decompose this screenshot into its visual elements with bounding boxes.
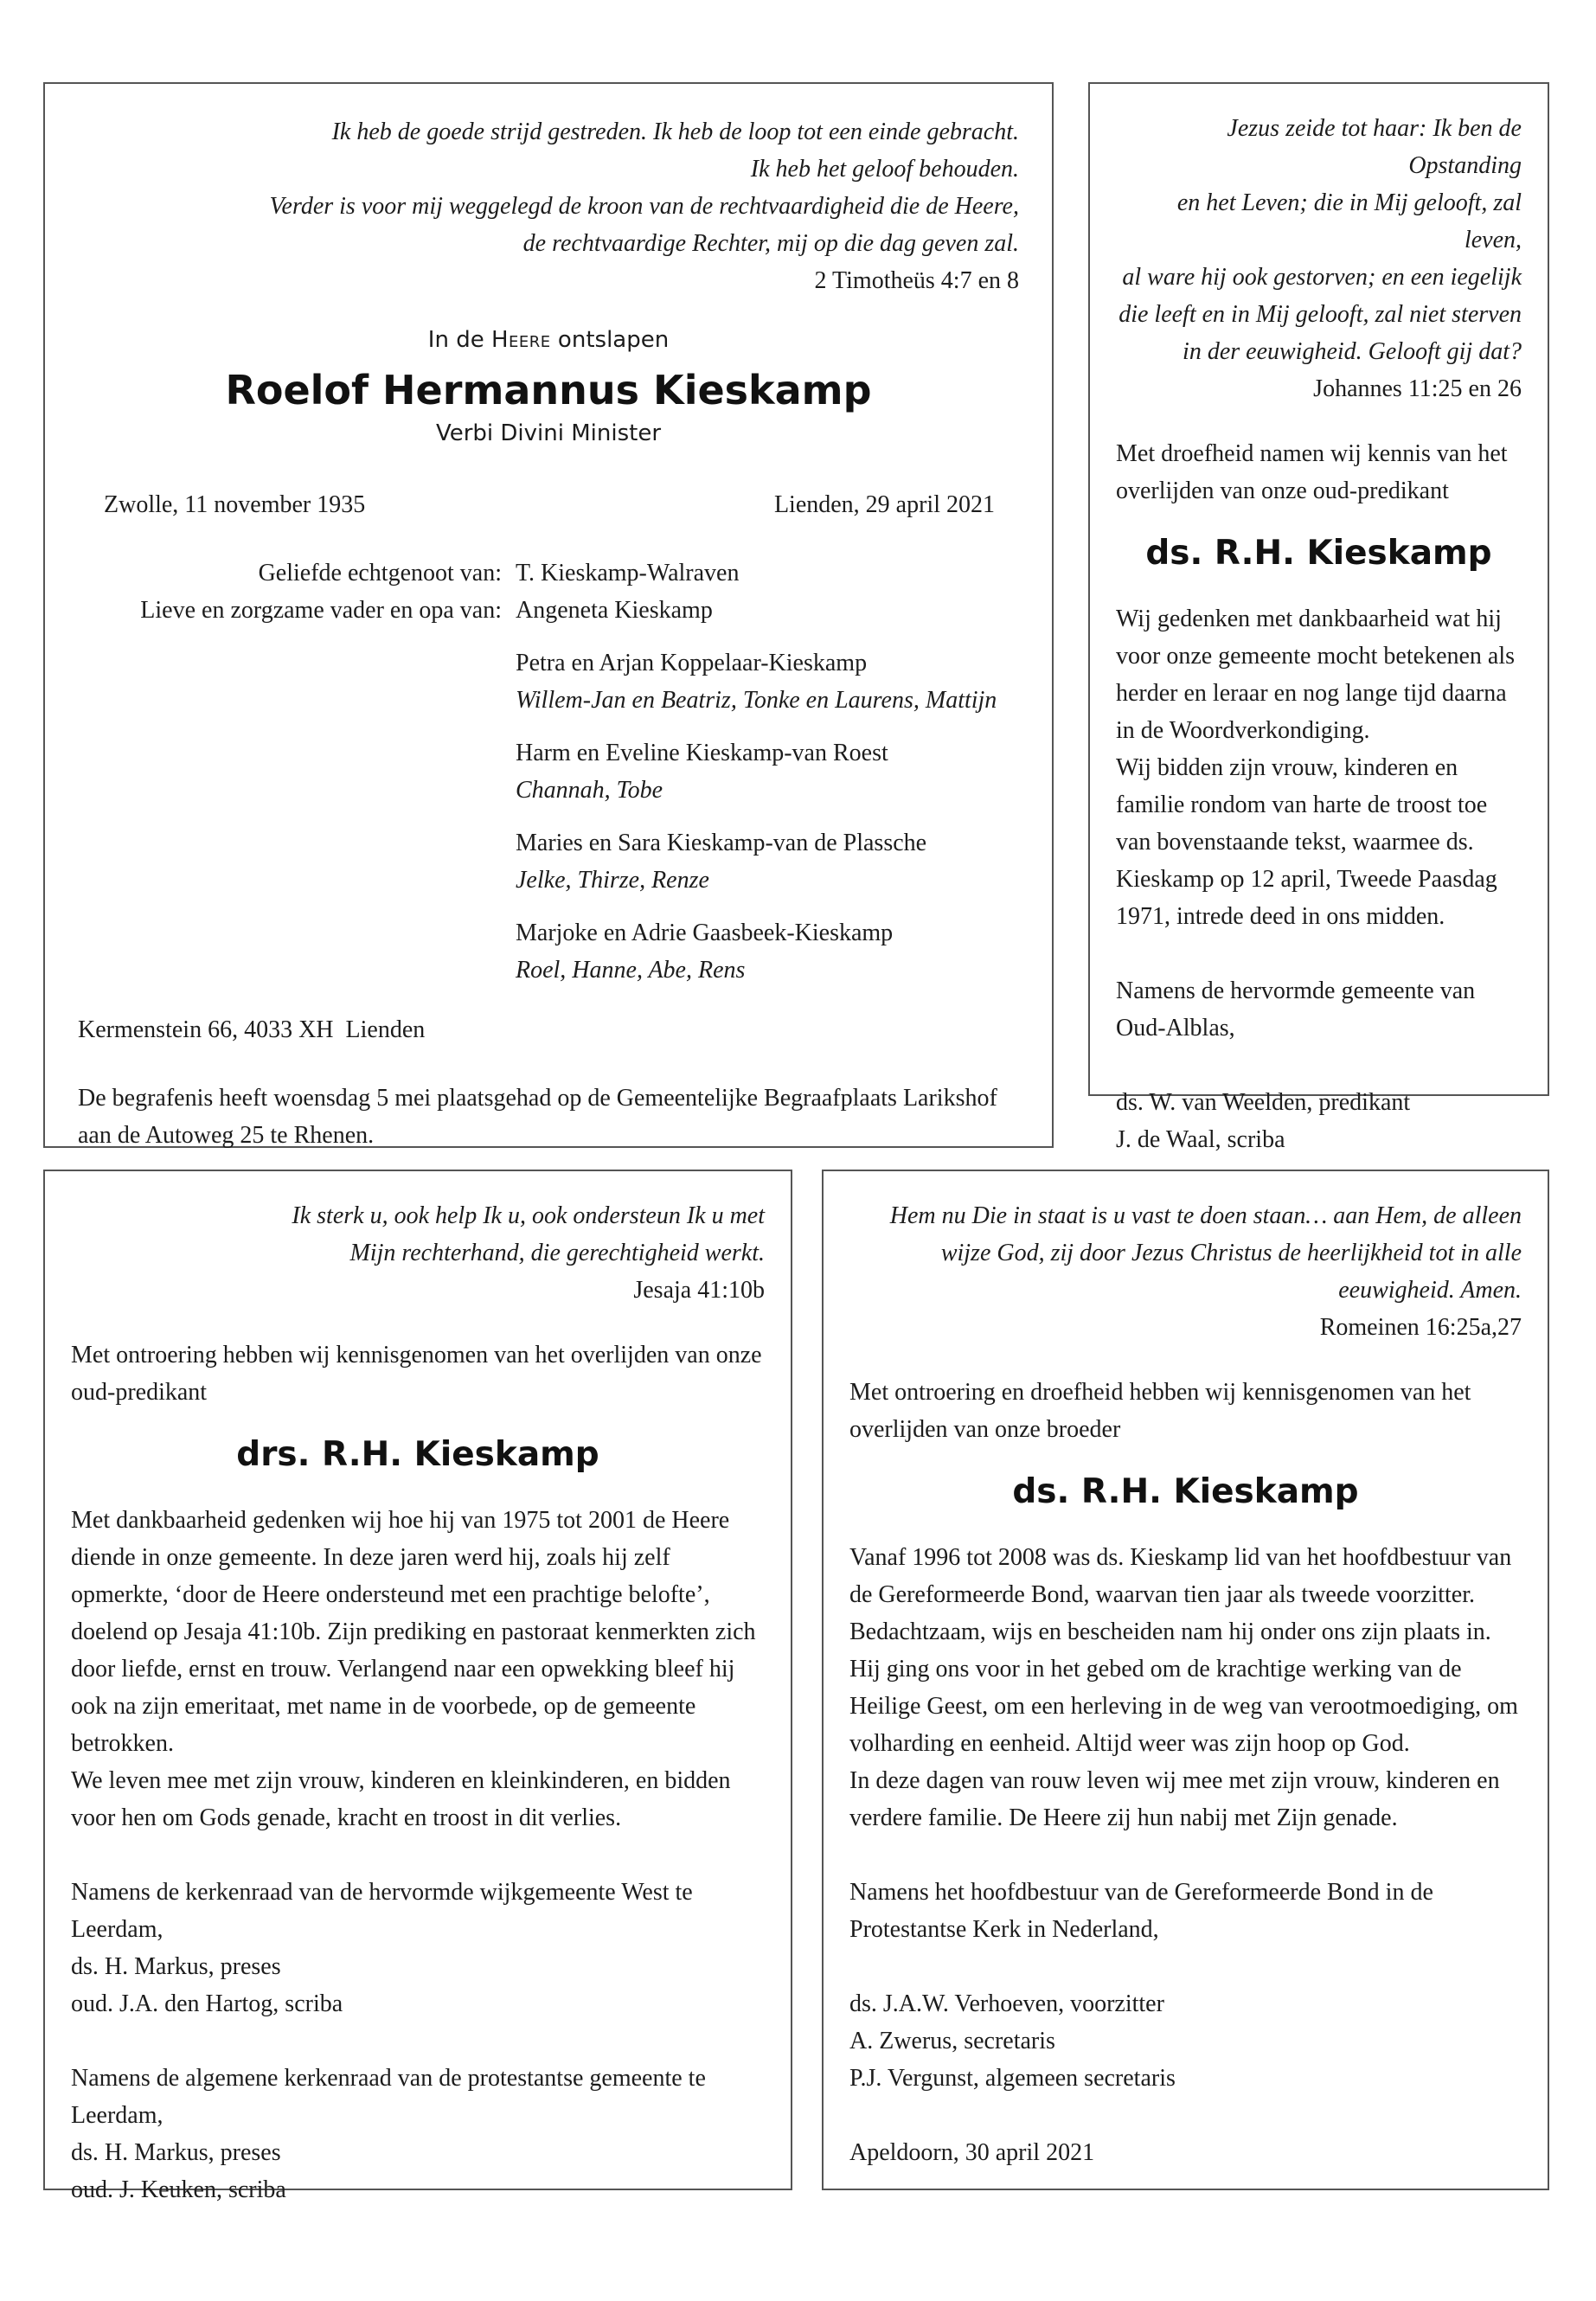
family-name: T. Kieskamp-Walraven (516, 560, 740, 586)
death-notice-oud-alblas (1088, 82, 1549, 1153)
quote-line: die leeft en in Mij gelooft, zal niet sterven (1118, 301, 1522, 328)
family-groups (516, 644, 1019, 989)
deceased-name: Roelof Hermannus Kieskamp (225, 367, 872, 413)
death-notice-leerdam (43, 1170, 792, 2203)
death-notice-gereformeerde-bond (822, 1170, 1549, 2190)
notice-paragraph: In deze dagen van rouw leven wij mee met zijn vrouw, kinderen en verdere familie. De Heere zij hun nabij met Zijn genade. (849, 1767, 1500, 1831)
notice-paragraph: Met dankbaarheid gedenken wij hoe hij van 1975 tot 2001 de Heere diende in onze gemeente. In deze jaren werd hij, zoals hij zelf opmerkte, ‘door de Heere ondersteund met een prachtige belofte’, doelend op Jesaja 41:10b. Zijn prediking en pastoraat kenmerkten zich door liefde, ernst en trouw. Verlangend naar een opwekking bleef hij ook na zijn emeritaat, met name in de voorbede, op de gemeente betrokken. (71, 1507, 756, 1757)
family-label: Geliefde echtgenoot van: (258, 560, 502, 586)
signature-line: ds. H. Markus, preses (71, 1953, 281, 1980)
quote-line: al ware hij ook gestorven; en een iegelijk (1122, 264, 1522, 291)
quote-reference: Romeinen 16:25a,27 (1319, 1314, 1522, 1341)
notice-title: ds. R.H. Kieskamp (1012, 1472, 1359, 1511)
closing-line: Namens de algemene kerkenraad van de protestantse gemeente te Leerdam, (71, 2065, 706, 2129)
signature-line: ds. W. van Weelden, predikant (1116, 1089, 1411, 1116)
quote-reference: Jesaja 41:10b (633, 1277, 765, 1304)
notice-intro: Met ontroering en droefheid hebben wij kennisgenomen van het overlijden van onze broeder (849, 1379, 1471, 1443)
quote-reference: 2 Timotheüs 4:7 en 8 (814, 267, 1019, 294)
deceased-subtitle: Verbi Divini Minister (435, 420, 662, 446)
family-name: Angeneta Kieskamp (516, 597, 713, 624)
quote-line: eeuwigheid. Amen. (1338, 1277, 1522, 1304)
quote-line: Jezus zeide tot haar: Ik ben de Opstanding (1227, 115, 1522, 179)
signature-line: ds. H. Markus, preses (71, 2139, 281, 2166)
quote-line: wijze God, zij door Jezus Christus de heerlijkheid tot in alle (940, 1240, 1522, 1266)
intro-heere: Heere (490, 327, 551, 353)
notice-paragraph: We leven mee met zijn vrouw, kinderen en kleinkinderen, en bidden voor hen om Gods genade, kracht en troost in dit verlies. (71, 1767, 731, 1831)
birth-place-date: Zwolle, 11 november 1935 (104, 491, 366, 518)
place-date: Apeldoorn, 30 april 2021 (849, 2139, 1095, 2166)
quote-line: en het Leven; die in Mij gelooft, zal leven, (1176, 189, 1522, 253)
intro-suffix: ontslapen (550, 327, 670, 353)
quote-line: Ik heb het geloof behouden. (750, 156, 1019, 183)
death-place-date: Lienden, 29 april 2021 (773, 491, 995, 518)
notice-title: ds. R.H. Kieskamp (1145, 534, 1492, 573)
notice-intro: Met ontroering hebben wij kennisgenomen van het overlijden van onze oud-predikant (71, 1342, 762, 1406)
death-notice-family (43, 82, 1054, 1148)
family-block (78, 554, 1019, 989)
quote-line: Mijn rechterhand, die gerechtigheid werkt. (349, 1240, 765, 1266)
family-group (516, 734, 1019, 809)
notice-paragraph: Wij gedenken met dankbaarheid wat hij voor onze gemeente mocht betekenen als herder en leraar en nog lange tijd daarna in de Woordverkondiging. (1116, 606, 1516, 744)
family-row (78, 592, 1019, 629)
family-row (78, 554, 1019, 592)
signatures (849, 1985, 1522, 2097)
quote-line: Verder is voor mij weggelegd de kroon van de rechtvaardigheid die de Heere, (269, 193, 1019, 220)
group-names: Harm en Eveline Kieskamp-van Roest (516, 740, 888, 766)
closing-line: Namens de hervormde gemeente van Oud-Alblas, (1116, 977, 1476, 1042)
scripture-quote (849, 1197, 1522, 1309)
group-names: Petra en Arjan Koppelaar-Kieskamp (516, 650, 868, 676)
home-address: Kermenstein 66, 4033 XH Lienden (78, 1016, 426, 1043)
quote-line: de rechtvaardige Rechter, mij op die dag geven zal. (522, 230, 1019, 257)
group-names: Maries en Sara Kieskamp-van de Plassche (516, 830, 927, 856)
signature-line: oud. J.A. den Hartog, scriba (71, 1990, 343, 2017)
scripture-quote (1116, 110, 1522, 370)
signature-line: J. de Waal, scriba (1116, 1126, 1285, 1153)
notice-paragraph: Vanaf 1996 tot 2008 was ds. Kieskamp lid van het hoofdbestuur van de Gereformeerde Bond, waarvan tien jaar als tweede voorzitter. Bedachtzaam, wijs en bescheiden nam hij onder ons zijn plaats in. Hij ging ons voor in het gebed om de krachtige werking van de Heilige Geest, om een herleving in de weg van verootmoediging, om volharding en eenheid. Altijd weer was zijn hoop op God. (849, 1544, 1518, 1757)
signatures (71, 1948, 765, 2022)
quote-line: in der eeuwigheid. Gelooft gij dat? (1183, 338, 1522, 365)
scripture-quote (71, 1197, 765, 1272)
signature-line: A. Zwerus, secretaris (849, 2028, 1055, 2054)
group-children: Roel, Hanne, Abe, Rens (516, 957, 746, 984)
quote-line: Ik heb de goede strijd gestreden. Ik heb de loop tot een einde gebracht. (331, 119, 1019, 145)
quote-line: Hem nu Die in staat is u vast te doen staan… aan Hem, de alleen (889, 1202, 1522, 1229)
intro-line (78, 327, 1019, 353)
closing-line: Namens het hoofdbestuur van de Gereformeerde Bond in de Protestantse Kerk in Nederland, (849, 1879, 1433, 1943)
group-children: Channah, Tobe (516, 777, 663, 804)
quote-line: Ik sterk u, ook help Ik u, ook ondersteun Ik u met (292, 1202, 765, 1229)
signature-line: oud. J. Keuken, scriba (71, 2176, 286, 2203)
funeral-info: De begrafenis heeft woensdag 5 mei plaatsgehad op de Gemeentelijke Begraafplaats Larikshof aan de Autoweg 25 te Rhenen. (78, 1085, 997, 1149)
group-children: Jelke, Thirze, Renze (516, 867, 709, 894)
closing-line: Namens de kerkenraad van de hervormde wijkgemeente West te Leerdam, (71, 1879, 693, 1943)
birth-death-dates (78, 486, 1019, 523)
notice-paragraph: Wij bidden zijn vrouw, kinderen en familie rondom van harte de troost toe van bovenstaande tekst, waarmee ds. Kieskamp op 12 april, Tweede Paasdag 1971, intrede deed in ons midden. (1116, 754, 1497, 930)
notice-title: drs. R.H. Kieskamp (236, 1435, 599, 1474)
notice-intro: Met droefheid namen wij kennis van het overlijden van onze oud-predikant (1116, 440, 1508, 504)
signatures (1116, 1084, 1522, 1158)
signatures (71, 2134, 765, 2208)
family-label: Lieve en zorgzame vader en opa van: (140, 597, 502, 624)
signature-line: P.J. Vergunst, algemeen secretaris (849, 2065, 1176, 2092)
quote-reference: Johannes 11:25 en 26 (1313, 375, 1522, 402)
signature-line: ds. J.A.W. Verhoeven, voorzitter (849, 1990, 1164, 2017)
family-group (516, 824, 1019, 899)
family-group (516, 914, 1019, 989)
family-group (516, 644, 1019, 719)
intro-prefix: In de (427, 327, 491, 353)
group-children: Willem-Jan en Beatriz, Tonke en Laurens, Mattijn (516, 687, 997, 714)
group-names: Marjoke en Adrie Gaasbeek-Kieskamp (516, 920, 894, 946)
scripture-quote (78, 113, 1019, 262)
